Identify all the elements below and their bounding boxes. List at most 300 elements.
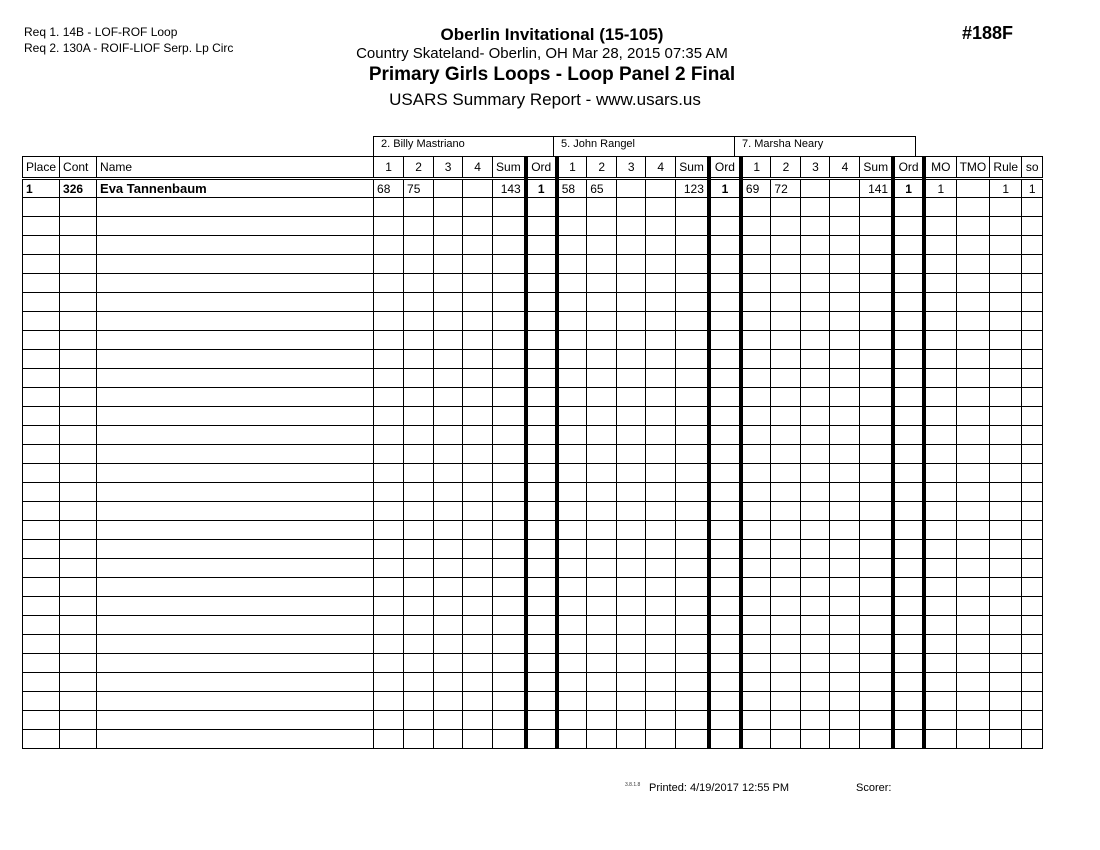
mo-cell: 1 bbox=[924, 179, 956, 198]
empty-cell bbox=[676, 236, 709, 255]
table-row bbox=[23, 635, 1043, 654]
empty-cell bbox=[771, 445, 801, 464]
empty-cell bbox=[741, 502, 771, 521]
empty-cell bbox=[493, 369, 526, 388]
empty-cell bbox=[956, 578, 990, 597]
empty-cell bbox=[23, 711, 60, 730]
empty-cell bbox=[860, 711, 893, 730]
empty-cell bbox=[557, 559, 587, 578]
empty-cell bbox=[801, 654, 830, 673]
empty-cell bbox=[463, 616, 493, 635]
empty-cell bbox=[893, 654, 924, 673]
empty-cell bbox=[956, 464, 990, 483]
empty-cell bbox=[587, 350, 617, 369]
empty-cell bbox=[646, 692, 676, 711]
j3-score-4 bbox=[830, 179, 860, 198]
empty-cell bbox=[587, 464, 617, 483]
empty-cell bbox=[557, 445, 587, 464]
empty-cell bbox=[893, 578, 924, 597]
empty-cell bbox=[463, 559, 493, 578]
empty-cell bbox=[709, 654, 741, 673]
empty-cell bbox=[526, 692, 557, 711]
empty-cell bbox=[956, 217, 990, 236]
empty-cell bbox=[404, 255, 434, 274]
rule-cell: 1 bbox=[990, 179, 1022, 198]
empty-cell bbox=[404, 388, 434, 407]
empty-cell bbox=[587, 312, 617, 331]
empty-cell bbox=[646, 388, 676, 407]
col-rule: Rule bbox=[990, 157, 1022, 179]
empty-cell bbox=[709, 540, 741, 559]
empty-cell bbox=[771, 730, 801, 749]
empty-cell bbox=[924, 502, 956, 521]
empty-cell bbox=[97, 445, 374, 464]
empty-cell bbox=[990, 407, 1022, 426]
empty-cell bbox=[493, 350, 526, 369]
empty-cell bbox=[893, 350, 924, 369]
table-row bbox=[23, 293, 1043, 312]
empty-cell bbox=[676, 711, 709, 730]
empty-cell bbox=[646, 502, 676, 521]
empty-cell bbox=[23, 198, 60, 217]
empty-cell bbox=[60, 312, 97, 331]
empty-cell bbox=[526, 369, 557, 388]
empty-cell bbox=[893, 597, 924, 616]
empty-cell bbox=[1022, 445, 1043, 464]
empty-cell bbox=[617, 293, 646, 312]
empty-cell bbox=[617, 331, 646, 350]
empty-cell bbox=[617, 369, 646, 388]
empty-cell bbox=[1022, 407, 1043, 426]
empty-cell bbox=[1022, 730, 1043, 749]
empty-cell bbox=[741, 236, 771, 255]
empty-cell bbox=[60, 350, 97, 369]
empty-cell bbox=[97, 559, 374, 578]
empty-cell bbox=[830, 502, 860, 521]
empty-cell bbox=[374, 217, 404, 236]
empty-cell bbox=[526, 331, 557, 350]
empty-cell bbox=[860, 521, 893, 540]
empty-cell bbox=[587, 597, 617, 616]
empty-cell bbox=[771, 654, 801, 673]
empty-cell bbox=[97, 312, 374, 331]
name-cell: Eva Tannenbaum bbox=[97, 179, 374, 198]
empty-cell bbox=[924, 198, 956, 217]
empty-cell bbox=[97, 388, 374, 407]
empty-cell bbox=[990, 388, 1022, 407]
empty-cell bbox=[924, 692, 956, 711]
empty-cell bbox=[860, 445, 893, 464]
table-row bbox=[23, 521, 1043, 540]
empty-cell bbox=[463, 198, 493, 217]
empty-cell bbox=[617, 350, 646, 369]
empty-cell bbox=[741, 426, 771, 445]
empty-cell bbox=[924, 635, 956, 654]
empty-cell bbox=[801, 388, 830, 407]
empty-cell bbox=[526, 502, 557, 521]
empty-cell bbox=[893, 635, 924, 654]
empty-cell bbox=[404, 350, 434, 369]
j1-col-sum: Sum bbox=[493, 157, 526, 179]
report-title: USARS Summary Report - www.usars.us bbox=[389, 90, 701, 109]
empty-cell bbox=[526, 350, 557, 369]
empty-cell bbox=[557, 692, 587, 711]
empty-cell bbox=[526, 597, 557, 616]
empty-cell bbox=[557, 597, 587, 616]
empty-cell bbox=[924, 407, 956, 426]
empty-cell bbox=[771, 407, 801, 426]
empty-cell bbox=[676, 673, 709, 692]
empty-cell bbox=[587, 502, 617, 521]
empty-cell bbox=[709, 445, 741, 464]
j1-col-4: 4 bbox=[463, 157, 493, 179]
empty-cell bbox=[1022, 464, 1043, 483]
empty-cell bbox=[676, 692, 709, 711]
j2-col-sum: Sum bbox=[676, 157, 709, 179]
empty-cell bbox=[676, 331, 709, 350]
empty-cell bbox=[493, 198, 526, 217]
empty-cell bbox=[434, 483, 463, 502]
empty-cell bbox=[893, 559, 924, 578]
empty-cell bbox=[990, 673, 1022, 692]
empty-cell bbox=[617, 236, 646, 255]
empty-cell bbox=[463, 597, 493, 616]
empty-cell bbox=[990, 692, 1022, 711]
empty-cell bbox=[646, 464, 676, 483]
empty-cell bbox=[97, 407, 374, 426]
empty-cell bbox=[60, 464, 97, 483]
empty-cell bbox=[893, 464, 924, 483]
empty-cell bbox=[771, 198, 801, 217]
empty-cell bbox=[404, 274, 434, 293]
empty-cell bbox=[463, 502, 493, 521]
j3-score-1: 69 bbox=[741, 179, 771, 198]
j3-col-2: 2 bbox=[771, 157, 801, 179]
empty-cell bbox=[374, 312, 404, 331]
empty-cell bbox=[830, 578, 860, 597]
empty-cell bbox=[709, 255, 741, 274]
empty-cell bbox=[771, 597, 801, 616]
empty-cell bbox=[60, 635, 97, 654]
empty-cell bbox=[404, 692, 434, 711]
empty-cell bbox=[741, 331, 771, 350]
empty-cell bbox=[23, 502, 60, 521]
empty-cell bbox=[374, 540, 404, 559]
empty-cell bbox=[434, 388, 463, 407]
empty-cell bbox=[860, 331, 893, 350]
empty-cell bbox=[23, 616, 60, 635]
empty-cell bbox=[97, 217, 374, 236]
empty-cell bbox=[771, 521, 801, 540]
empty-cell bbox=[434, 407, 463, 426]
empty-cell bbox=[97, 483, 374, 502]
empty-cell bbox=[404, 559, 434, 578]
empty-cell bbox=[374, 597, 404, 616]
empty-cell bbox=[557, 293, 587, 312]
empty-cell bbox=[23, 217, 60, 236]
empty-cell bbox=[1022, 578, 1043, 597]
empty-cell bbox=[771, 255, 801, 274]
j3-col-1: 1 bbox=[741, 157, 771, 179]
empty-cell bbox=[990, 464, 1022, 483]
empty-cell bbox=[676, 635, 709, 654]
empty-cell bbox=[434, 521, 463, 540]
empty-cell bbox=[956, 445, 990, 464]
empty-cell bbox=[23, 426, 60, 445]
empty-cell bbox=[709, 331, 741, 350]
judge-header-1: 2. Billy Mastriano bbox=[373, 136, 554, 156]
empty-cell bbox=[741, 274, 771, 293]
empty-cell bbox=[924, 426, 956, 445]
empty-cell bbox=[493, 597, 526, 616]
empty-cell bbox=[97, 350, 374, 369]
empty-cell bbox=[493, 426, 526, 445]
empty-cell bbox=[463, 274, 493, 293]
empty-cell bbox=[956, 521, 990, 540]
table-row bbox=[23, 464, 1043, 483]
empty-cell bbox=[676, 483, 709, 502]
empty-cell bbox=[990, 578, 1022, 597]
empty-cell bbox=[1022, 312, 1043, 331]
empty-cell bbox=[676, 597, 709, 616]
empty-cell bbox=[60, 217, 97, 236]
empty-cell bbox=[801, 673, 830, 692]
empty-cell bbox=[1022, 255, 1043, 274]
empty-cell bbox=[97, 540, 374, 559]
j1-col-2: 2 bbox=[404, 157, 434, 179]
empty-cell bbox=[924, 521, 956, 540]
empty-cell bbox=[526, 445, 557, 464]
empty-cell bbox=[709, 293, 741, 312]
empty-cell bbox=[676, 255, 709, 274]
empty-cell bbox=[617, 274, 646, 293]
empty-cell bbox=[646, 274, 676, 293]
empty-cell bbox=[990, 274, 1022, 293]
empty-cell bbox=[709, 559, 741, 578]
empty-cell bbox=[23, 255, 60, 274]
empty-cell bbox=[60, 407, 97, 426]
empty-cell bbox=[526, 388, 557, 407]
printed-timestamp: Printed: 4/19/2017 12:55 PM bbox=[649, 782, 790, 794]
empty-cell bbox=[463, 331, 493, 350]
empty-cell bbox=[557, 255, 587, 274]
table-row bbox=[23, 445, 1043, 464]
empty-cell bbox=[60, 483, 97, 502]
empty-cell bbox=[893, 673, 924, 692]
empty-cell bbox=[860, 692, 893, 711]
empty-cell bbox=[434, 673, 463, 692]
empty-cell bbox=[893, 217, 924, 236]
empty-cell bbox=[404, 730, 434, 749]
tmo-cell bbox=[956, 179, 990, 198]
table-row bbox=[23, 217, 1043, 236]
empty-cell bbox=[463, 483, 493, 502]
empty-cell bbox=[990, 312, 1022, 331]
empty-cell bbox=[557, 616, 587, 635]
empty-cell bbox=[801, 350, 830, 369]
empty-cell bbox=[646, 673, 676, 692]
empty-cell bbox=[587, 445, 617, 464]
empty-cell bbox=[924, 293, 956, 312]
empty-cell bbox=[557, 711, 587, 730]
empty-cell bbox=[60, 597, 97, 616]
empty-cell bbox=[23, 445, 60, 464]
requirement-1: Req 1. 14B - LOF-ROF Loop bbox=[24, 25, 178, 39]
empty-cell bbox=[617, 255, 646, 274]
empty-cell bbox=[374, 711, 404, 730]
empty-cell bbox=[830, 711, 860, 730]
empty-cell bbox=[434, 217, 463, 236]
empty-cell bbox=[617, 407, 646, 426]
empty-cell bbox=[646, 293, 676, 312]
empty-cell bbox=[463, 521, 493, 540]
empty-cell bbox=[587, 407, 617, 426]
table-row bbox=[23, 426, 1043, 445]
empty-cell bbox=[956, 654, 990, 673]
empty-cell bbox=[493, 692, 526, 711]
empty-cell bbox=[990, 730, 1022, 749]
empty-cell bbox=[23, 483, 60, 502]
empty-cell bbox=[990, 331, 1022, 350]
empty-cell bbox=[860, 369, 893, 388]
empty-cell bbox=[801, 692, 830, 711]
empty-cell bbox=[493, 635, 526, 654]
empty-cell bbox=[493, 559, 526, 578]
empty-cell bbox=[463, 730, 493, 749]
empty-cell bbox=[374, 350, 404, 369]
empty-cell bbox=[463, 236, 493, 255]
empty-cell bbox=[404, 616, 434, 635]
empty-cell bbox=[709, 388, 741, 407]
empty-cell bbox=[741, 388, 771, 407]
empty-cell bbox=[404, 521, 434, 540]
empty-cell bbox=[374, 616, 404, 635]
empty-cell bbox=[646, 217, 676, 236]
empty-cell bbox=[587, 236, 617, 255]
empty-cell bbox=[646, 711, 676, 730]
empty-cell bbox=[646, 521, 676, 540]
empty-cell bbox=[771, 635, 801, 654]
table-row bbox=[23, 711, 1043, 730]
empty-cell bbox=[434, 236, 463, 255]
empty-cell bbox=[801, 293, 830, 312]
empty-cell bbox=[463, 578, 493, 597]
j3-ord: 1 bbox=[893, 179, 924, 198]
empty-cell bbox=[374, 369, 404, 388]
empty-cell bbox=[463, 654, 493, 673]
empty-cell bbox=[1022, 350, 1043, 369]
empty-cell bbox=[404, 635, 434, 654]
empty-cell bbox=[557, 217, 587, 236]
empty-cell bbox=[97, 331, 374, 350]
scorer-label: Scorer: bbox=[856, 782, 892, 794]
empty-cell bbox=[771, 578, 801, 597]
empty-cell bbox=[741, 635, 771, 654]
empty-cell bbox=[404, 540, 434, 559]
empty-cell bbox=[801, 369, 830, 388]
empty-cell bbox=[646, 331, 676, 350]
empty-cell bbox=[801, 236, 830, 255]
empty-cell bbox=[924, 388, 956, 407]
empty-cell bbox=[646, 445, 676, 464]
empty-cell bbox=[404, 445, 434, 464]
empty-cell bbox=[60, 236, 97, 255]
empty-cell bbox=[60, 692, 97, 711]
empty-cell bbox=[830, 673, 860, 692]
empty-cell bbox=[893, 483, 924, 502]
empty-cell bbox=[404, 312, 434, 331]
empty-cell bbox=[801, 255, 830, 274]
empty-cell bbox=[434, 198, 463, 217]
empty-cell bbox=[801, 464, 830, 483]
empty-cell bbox=[526, 654, 557, 673]
empty-cell bbox=[23, 692, 60, 711]
empty-cell bbox=[956, 274, 990, 293]
empty-cell bbox=[374, 730, 404, 749]
empty-cell bbox=[956, 597, 990, 616]
empty-cell bbox=[860, 730, 893, 749]
empty-cell bbox=[493, 312, 526, 331]
empty-cell bbox=[956, 616, 990, 635]
empty-cell bbox=[924, 236, 956, 255]
empty-cell bbox=[374, 293, 404, 312]
empty-cell bbox=[404, 293, 434, 312]
empty-cell bbox=[956, 559, 990, 578]
empty-cell bbox=[587, 198, 617, 217]
empty-cell bbox=[434, 559, 463, 578]
empty-cell bbox=[830, 445, 860, 464]
empty-cell bbox=[404, 464, 434, 483]
empty-cell bbox=[801, 540, 830, 559]
empty-cell bbox=[374, 331, 404, 350]
empty-cell bbox=[463, 692, 493, 711]
empty-cell bbox=[801, 616, 830, 635]
empty-cell bbox=[741, 445, 771, 464]
empty-cell bbox=[893, 331, 924, 350]
empty-cell bbox=[741, 711, 771, 730]
empty-cell bbox=[557, 236, 587, 255]
empty-cell bbox=[60, 521, 97, 540]
empty-cell bbox=[617, 502, 646, 521]
empty-cell bbox=[924, 350, 956, 369]
empty-cell bbox=[893, 369, 924, 388]
empty-cell bbox=[860, 540, 893, 559]
empty-cell bbox=[860, 654, 893, 673]
empty-cell bbox=[924, 597, 956, 616]
empty-cell bbox=[801, 217, 830, 236]
empty-cell bbox=[557, 654, 587, 673]
empty-cell bbox=[1022, 502, 1043, 521]
empty-cell bbox=[587, 388, 617, 407]
empty-cell bbox=[830, 616, 860, 635]
empty-cell bbox=[646, 559, 676, 578]
j2-score-2: 65 bbox=[587, 179, 617, 198]
empty-cell bbox=[646, 578, 676, 597]
empty-cell bbox=[676, 730, 709, 749]
empty-cell bbox=[860, 502, 893, 521]
empty-cell bbox=[1022, 293, 1043, 312]
empty-cell bbox=[709, 635, 741, 654]
empty-cell bbox=[493, 483, 526, 502]
table-row bbox=[23, 198, 1043, 217]
empty-cell bbox=[990, 711, 1022, 730]
empty-cell bbox=[771, 350, 801, 369]
empty-cell bbox=[771, 673, 801, 692]
empty-cell bbox=[709, 730, 741, 749]
empty-cell bbox=[23, 369, 60, 388]
empty-cell bbox=[860, 616, 893, 635]
j1-score-4 bbox=[463, 179, 493, 198]
